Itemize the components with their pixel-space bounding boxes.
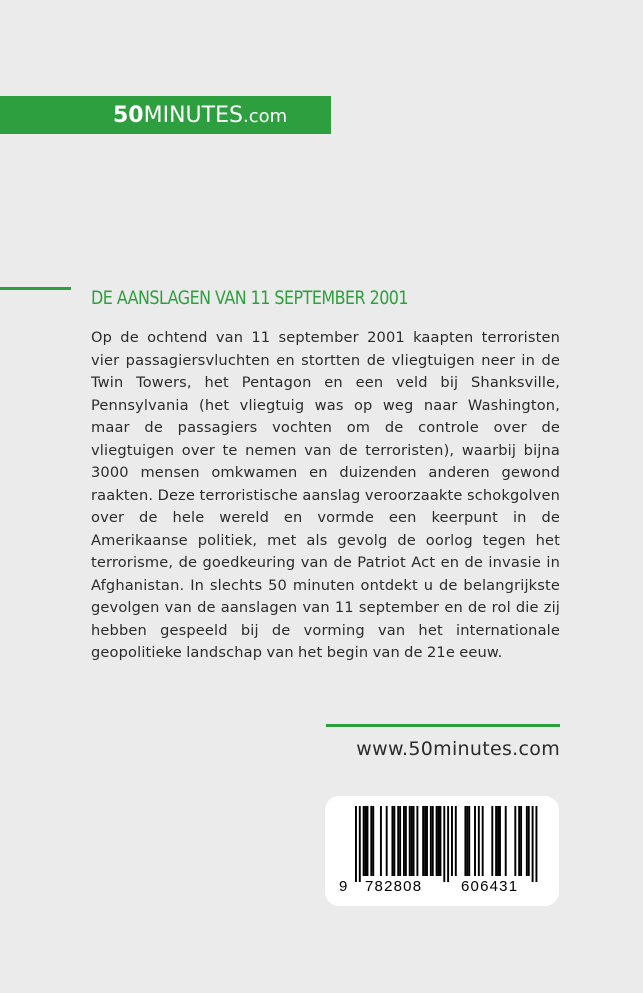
barcode-bar <box>474 806 476 876</box>
barcode-bar <box>528 806 530 876</box>
barcode-bar <box>403 806 405 876</box>
barcode-bar <box>422 806 424 876</box>
barcode-bar <box>370 806 372 876</box>
barcode-bar <box>438 806 440 876</box>
barcode-bar <box>499 806 501 876</box>
barcode-bar <box>426 806 428 876</box>
isbn-barcode <box>325 796 559 906</box>
barcode-bar <box>532 806 534 882</box>
barcode-bar <box>372 806 374 876</box>
barcode-bar <box>464 806 466 876</box>
isbn-number <box>339 878 549 895</box>
barcode-bar <box>409 806 411 876</box>
barcode-bar <box>447 806 449 882</box>
barcode-bar <box>432 806 434 876</box>
barcode-bar <box>443 806 445 882</box>
website-divider <box>326 724 560 727</box>
barcode-bar <box>367 806 369 876</box>
barcode-bar <box>505 806 507 876</box>
barcode-bar <box>439 806 441 876</box>
barcode-bar <box>497 806 499 876</box>
isbn-prefix-digit: 9 <box>339 878 349 895</box>
barcode-bar <box>455 806 457 876</box>
barcode-bar <box>424 806 426 876</box>
barcode-bar <box>468 806 470 876</box>
barcode-bar <box>482 806 484 876</box>
brand-logo-regular: MINUTES <box>143 103 243 128</box>
website-link[interactable]: www.50minutes.com <box>356 738 560 760</box>
barcode-bar <box>391 806 393 876</box>
barcode-bar <box>514 806 516 876</box>
barcode-bar <box>451 806 453 876</box>
brand-logo <box>113 103 287 130</box>
barcode-bar <box>411 806 413 876</box>
title-divider <box>0 287 71 290</box>
barcode-bar <box>393 806 395 876</box>
isbn-right-group: 606431 <box>461 878 519 895</box>
barcode-bar <box>416 806 418 876</box>
barcode-bar <box>359 806 361 882</box>
barcode-bar <box>491 806 493 876</box>
barcode-bar <box>518 806 520 876</box>
barcode-bar <box>495 806 497 876</box>
brand-logo-suffix: .com <box>242 106 288 127</box>
barcode-bar <box>436 806 438 876</box>
description-text: Op de ochtend van 11 september 2001 kaapten terroristen vier passagiersvluchten en stortten de vliegtuigen neer in de Twin Towers, het Pentagon en een veld bij Shanksville, Pennsylvania (het vliegtuig was op weg naar Washington, maar de passagiers vochten om de controle over de vliegtuigen over te nemen van de terroristen), waarbij bijna 3000 mensen omkwamen en duizenden anderen gewond raakten. Deze terroristische aanslag veroorzaakte schokgolven over de hele wereld en vormde een keerpunt in de Amerikaanse politiek, met als gevolg de oorlog tegen het terrorisme, de goedkeuring van de Patriot Act en de invasie in Afghanistan. In slechts 50 minuten ontdekt u de belangrijkste gevolgen van de aanslagen van 11 september en de rol die zij hebben gespeeld bij de vorming van het internationale geopolitieke landschap van het begin van de 21e eeuw. <box>91 329 560 661</box>
barcode-bar <box>363 806 365 876</box>
barcode-bar <box>413 806 415 876</box>
barcode-bar <box>399 806 401 876</box>
barcode-bar <box>380 806 382 876</box>
barcode-bar <box>466 806 468 876</box>
isbn-left-group: 782808 <box>365 878 423 895</box>
barcode-bar <box>478 806 480 876</box>
barcode-bar <box>526 806 528 876</box>
barcode-bar <box>386 806 388 876</box>
barcode-bar <box>430 806 432 876</box>
barcode-bar <box>405 806 407 876</box>
barcode-bar <box>397 806 399 876</box>
barcode-bar <box>535 806 537 882</box>
barcode-bar <box>520 806 522 876</box>
page-title: DE AANSLAGEN VAN 11 SEPTEMBER 2001 <box>91 288 409 309</box>
barcode-bar <box>365 806 367 876</box>
barcode-bar <box>355 806 357 882</box>
brand-logo-bold: 50 <box>113 103 144 128</box>
